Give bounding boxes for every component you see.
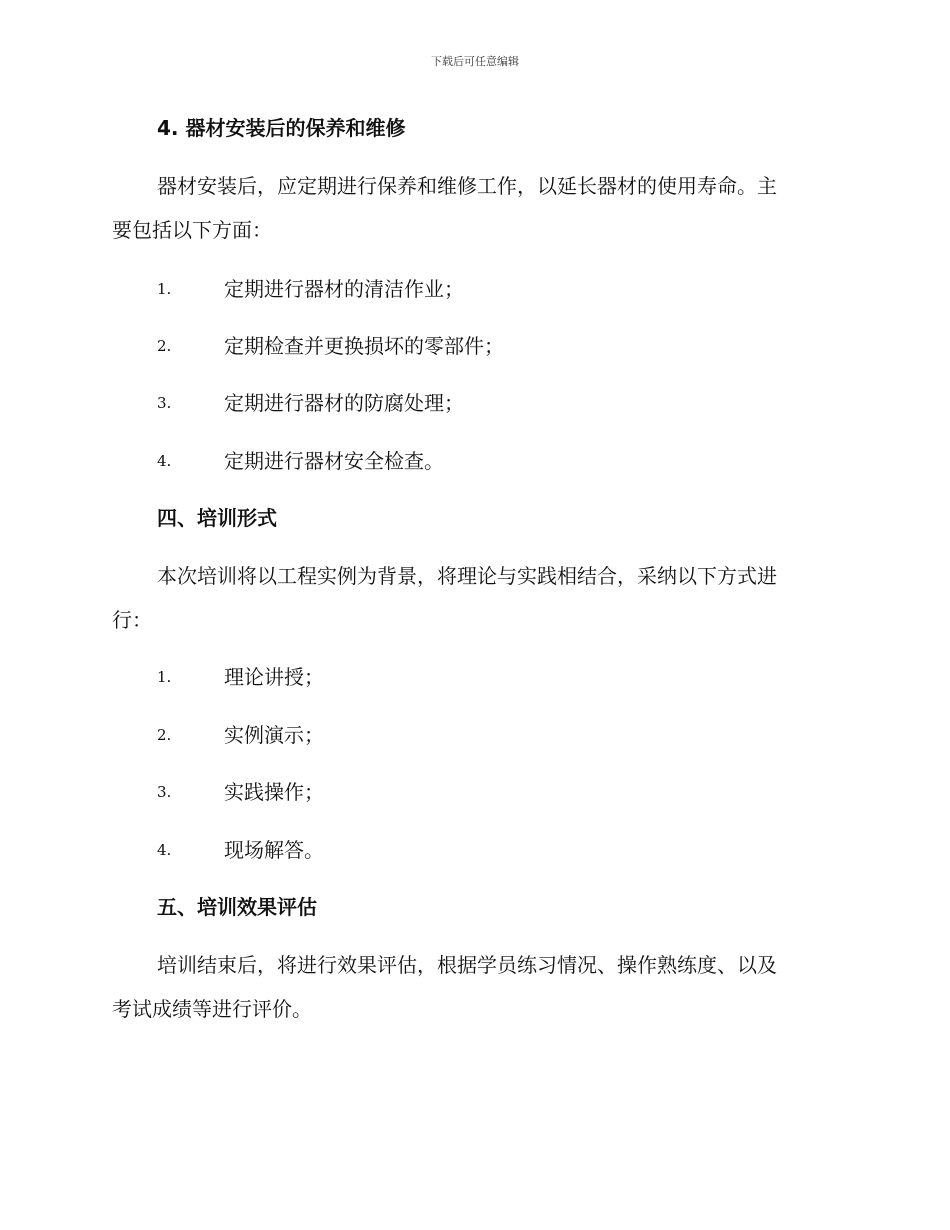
list-text: 定期进行器材的防腐处理； bbox=[224, 391, 464, 415]
list-number: 1. bbox=[157, 280, 172, 298]
maintenance-intro-line-1: 器材安装后，应定期进行保养和维修工作，以延长器材的使用寿命。主 bbox=[157, 174, 777, 198]
section-heading-evaluation: 五、培训效果评估 bbox=[157, 895, 317, 919]
list-text: 定期检查并更换损坏的零部件； bbox=[224, 334, 504, 358]
evaluation-body-line-1: 培训结束后，将进行效果评估，根据学员练习情况、操作熟练度、以及 bbox=[157, 953, 777, 977]
list-text: 定期进行器材安全检查。 bbox=[224, 449, 444, 473]
list-number: 4. bbox=[157, 841, 172, 859]
list-item bbox=[0, 662, 950, 692]
list-item bbox=[0, 388, 950, 418]
list-item bbox=[0, 835, 950, 865]
training-form-intro-line-2: 行： bbox=[112, 608, 152, 632]
list-number: 3. bbox=[157, 783, 172, 801]
list-number: 3. bbox=[157, 394, 172, 412]
list-text: 实例演示； bbox=[224, 723, 324, 747]
list-item bbox=[0, 777, 950, 807]
page-header: 下载后可任意编辑 bbox=[431, 55, 519, 68]
list-item bbox=[0, 274, 950, 304]
list-number: 2. bbox=[157, 337, 172, 355]
list-text: 定期进行器材的清洁作业； bbox=[224, 277, 464, 301]
list-item bbox=[0, 446, 950, 476]
list-item bbox=[0, 720, 950, 750]
list-text: 实践操作； bbox=[224, 780, 324, 804]
list-text: 现场解答。 bbox=[224, 838, 324, 862]
list-text: 理论讲授； bbox=[224, 665, 324, 689]
list-number: 4. bbox=[157, 452, 172, 470]
evaluation-body-line-2: 考试成绩等进行评价。 bbox=[112, 997, 312, 1021]
list-item bbox=[0, 331, 950, 361]
section-heading-training-form: 四、培训形式 bbox=[157, 506, 277, 530]
training-form-intro-line-1: 本次培训将以工程实例为背景，将理论与实践相结合，采纳以下方式进 bbox=[157, 564, 777, 588]
maintenance-intro-line-2: 要包括以下方面： bbox=[112, 218, 272, 242]
list-number: 2. bbox=[157, 726, 172, 744]
section-heading-maintenance: 4. 器材安装后的保养和维修 bbox=[157, 116, 406, 140]
list-number: 1. bbox=[157, 668, 172, 686]
